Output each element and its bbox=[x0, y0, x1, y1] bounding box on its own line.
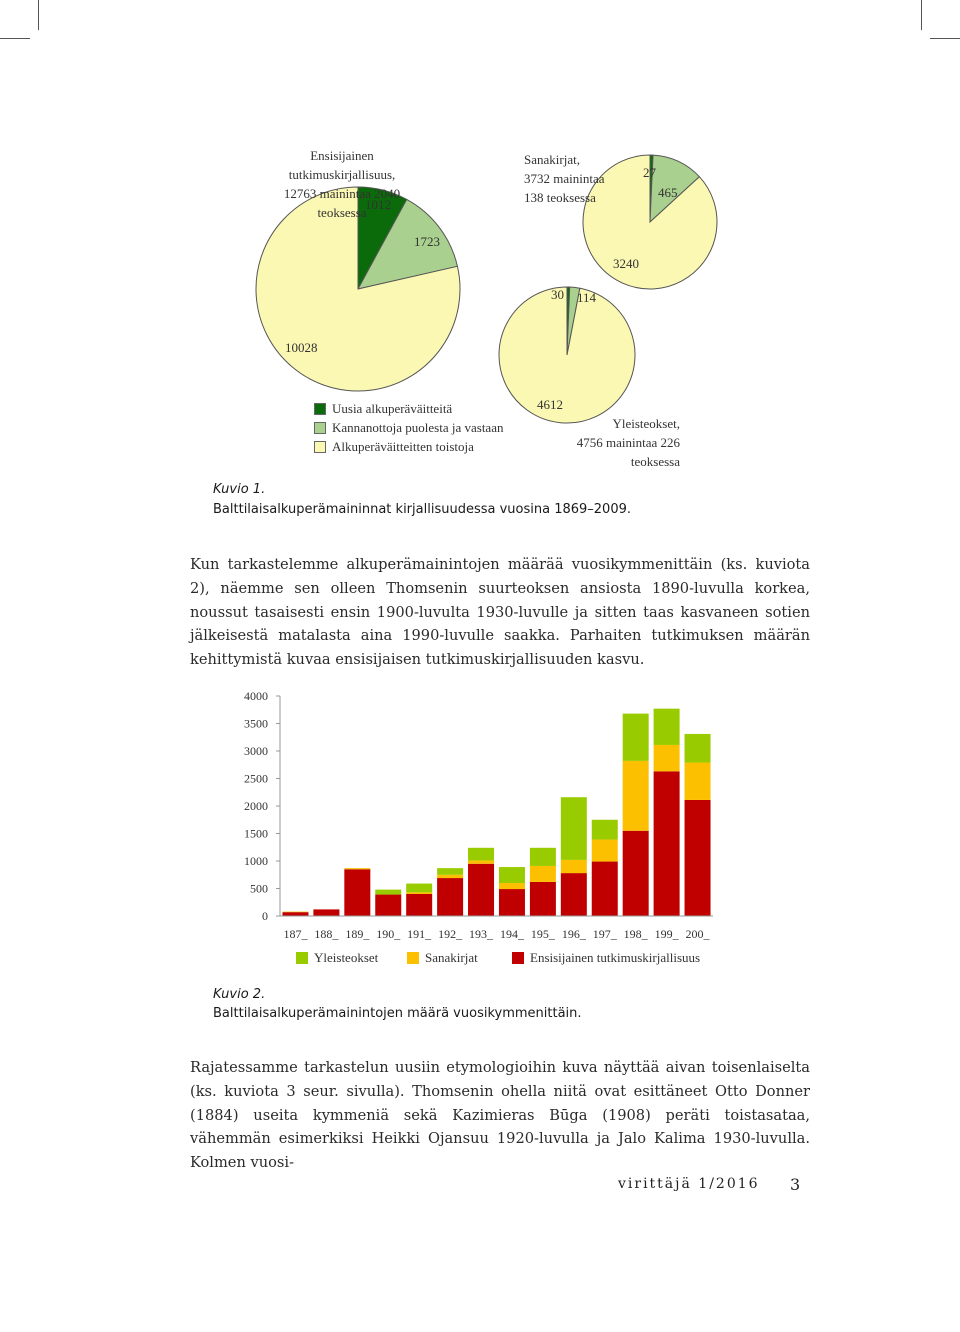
paragraph-2: Rajatessamme tarkastelun uusiin etymologioihin kuva näyttää aivan toisenlaiselta (ks. kuviota 3 seur. sivulla). Thomsenin ohella niitä ovat esittäneet Otto Donner (1884) useita kymmeniä sekä Kazimieras Būga (1908) peräti toistasataa, vähemmän esimerkiksi Heikki Ojansuu 1920-luvulla ja Jalo Kalima 1930-luvulla. Kolmen vuosi- bbox=[190, 1059, 810, 1172]
bar-segment bbox=[406, 884, 432, 893]
x-tick-label: 196_ bbox=[561, 927, 586, 941]
x-tick-label: 195_ bbox=[530, 927, 555, 941]
x-tick-label: 199_ bbox=[654, 927, 679, 941]
legend-swatch bbox=[314, 441, 326, 453]
y-tick-label: 3500 bbox=[244, 716, 268, 731]
slice-label: 1723 bbox=[414, 234, 440, 249]
x-tick-label: 188_ bbox=[314, 927, 339, 941]
pie-figure bbox=[0, 0, 960, 470]
bar-y-axis bbox=[244, 689, 280, 923]
pie-slice bbox=[499, 287, 635, 423]
y-tick-label: 500 bbox=[250, 881, 268, 896]
bar-segment bbox=[561, 873, 587, 916]
bar-segment bbox=[530, 848, 556, 866]
bar-segment bbox=[530, 882, 556, 916]
bar-segment bbox=[530, 866, 556, 882]
figure1-caption: Balttilaisalkuperämaininnat kirjallisuudessa vuosina 1869–2009. bbox=[213, 502, 631, 517]
bar-segment bbox=[468, 864, 494, 916]
y-tick-label: 1000 bbox=[244, 854, 268, 868]
x-tick-label: 193_ bbox=[469, 927, 494, 941]
slice-label: 4612 bbox=[537, 397, 563, 412]
legend-label: Ensisijainen tutkimuskirjallisuus bbox=[530, 950, 701, 965]
x-tick-label: 194_ bbox=[499, 927, 524, 941]
slice-label: 10028 bbox=[285, 340, 318, 355]
figure2-number: Kuvio 2. bbox=[213, 987, 266, 1002]
bar-segment bbox=[282, 912, 308, 913]
bar-segment bbox=[654, 709, 680, 745]
x-tick-label: 200_ bbox=[685, 927, 710, 941]
pie-sanakirjat-title-line: 3732 mainintaa bbox=[524, 171, 605, 186]
legend-item bbox=[407, 950, 478, 966]
legend-label: Sanakirjat bbox=[425, 950, 478, 965]
x-tick-label: 190_ bbox=[376, 927, 401, 941]
bar-segment bbox=[282, 912, 308, 916]
pie-main-title-line: 12763 mainintaa 2040 teoksessa bbox=[283, 186, 401, 220]
y-tick-label: 2500 bbox=[244, 771, 268, 786]
bar-chart bbox=[0, 685, 960, 975]
slice-label: 1012 bbox=[365, 197, 391, 212]
bar-segment bbox=[344, 868, 370, 869]
bar-segment bbox=[592, 862, 618, 916]
y-tick-label: 0 bbox=[262, 909, 268, 923]
journal-footer: virittäjä 1/2016 bbox=[618, 1176, 760, 1192]
x-tick-label: 189_ bbox=[345, 927, 370, 941]
x-tick-label: 191_ bbox=[407, 927, 432, 941]
bar-segment bbox=[499, 867, 525, 883]
bar-segment bbox=[654, 771, 680, 916]
slice-label: 465 bbox=[658, 185, 678, 200]
bar-segment bbox=[468, 860, 494, 863]
slice-label: 114 bbox=[577, 290, 597, 305]
legend-label: Kannanottoja puolesta ja vastaan bbox=[332, 420, 504, 435]
bar-segment bbox=[468, 848, 494, 861]
bar-segment bbox=[592, 840, 618, 862]
bar-segment bbox=[375, 895, 401, 916]
pie-sanakirjat-title bbox=[524, 150, 605, 207]
legend-swatch bbox=[314, 422, 326, 434]
legend-item bbox=[314, 420, 503, 436]
bar-segment bbox=[437, 875, 463, 878]
bar-segment bbox=[406, 894, 432, 916]
legend-swatch bbox=[512, 952, 524, 964]
pie-yleisteokset bbox=[499, 287, 635, 423]
legend-label: Uusia alkuperäväitteitä bbox=[332, 401, 453, 416]
y-tick-label: 2000 bbox=[244, 799, 268, 813]
bar-segment bbox=[344, 869, 370, 916]
bar-segment bbox=[499, 883, 525, 889]
bar-segment bbox=[592, 820, 618, 840]
figure1-number: Kuvio 1. bbox=[213, 482, 266, 497]
x-tick-label: 192_ bbox=[438, 927, 463, 941]
bar-segment bbox=[685, 800, 711, 916]
bar-segment bbox=[313, 909, 339, 916]
x-tick-label: 197_ bbox=[592, 927, 617, 941]
bar-segment bbox=[499, 889, 525, 916]
pie-yleisteokset-title-line: 4756 mainintaa 226 teoksessa bbox=[576, 435, 680, 469]
bar-segment bbox=[654, 745, 680, 771]
y-tick-label: 3000 bbox=[244, 744, 268, 758]
bar-series bbox=[282, 709, 710, 916]
pie-sanakirjat-title-line: 138 teoksessa bbox=[524, 190, 596, 205]
legend-label: Alkuperäväitteitten toistoja bbox=[332, 439, 474, 454]
bar-segment bbox=[623, 831, 649, 916]
legend-item bbox=[314, 439, 474, 455]
bar-segment bbox=[375, 890, 401, 895]
pie-sanakirjat-title-line: Sanakirjat, bbox=[524, 152, 580, 167]
bar-segment bbox=[623, 761, 649, 831]
bar-segment bbox=[561, 797, 587, 860]
figure2-caption: Balttilaisalkuperämainintojen määrä vuosikymmenittäin. bbox=[213, 1006, 582, 1021]
pie-main-title-line: Ensisijainen tutkimuskirjallisuus, bbox=[288, 148, 396, 182]
page-number: 3 bbox=[790, 1175, 803, 1194]
y-tick-label: 1500 bbox=[244, 826, 268, 841]
slice-label: 3240 bbox=[613, 256, 639, 271]
legend-item bbox=[296, 950, 378, 966]
y-tick-label: 4000 bbox=[244, 689, 268, 703]
slice-label: 30 bbox=[551, 287, 564, 302]
paragraph-1: Kun tarkastelemme alkuperämainintojen määrää vuosikymmenittäin (ks. kuviota 2), näemme sen olleen Thomsenin suurteoksen ansiosta 1890-luvulla korkea, noussut tasaisesti ensin 1900-luvulta 1930-luvulle ja sitten taas kasvaneen sotien jälkeisestä matalasta aina 1990-luvulle saakka. Parhaiten tutkimuksen määrän kehittymistä kuvaa ensisijaisen tutkimuskirjallisuuden kasvu. bbox=[190, 556, 810, 669]
legend-label: Yleisteokset bbox=[314, 950, 379, 965]
pie-yleisteokset-title-line: Yleisteokset, bbox=[612, 416, 680, 431]
x-tick-label: 198_ bbox=[623, 927, 648, 941]
pie-yleisteokset-title bbox=[530, 414, 680, 471]
legend-swatch bbox=[296, 952, 308, 964]
slice-label: 27 bbox=[643, 165, 656, 180]
bar-segment bbox=[437, 878, 463, 916]
legend-swatch bbox=[314, 403, 326, 415]
legend-swatch bbox=[407, 952, 419, 964]
bar-segment bbox=[561, 860, 587, 873]
bar-segment bbox=[437, 868, 463, 875]
bar-segment bbox=[406, 892, 432, 894]
bar-segment bbox=[685, 734, 711, 763]
legend-item bbox=[314, 401, 452, 417]
x-tick-label: 187_ bbox=[283, 927, 308, 941]
pie-main-title bbox=[262, 146, 422, 222]
bar-segment bbox=[623, 714, 649, 761]
bar-segment bbox=[685, 763, 711, 800]
bar-x-axis bbox=[280, 916, 713, 941]
legend-item bbox=[512, 950, 700, 966]
